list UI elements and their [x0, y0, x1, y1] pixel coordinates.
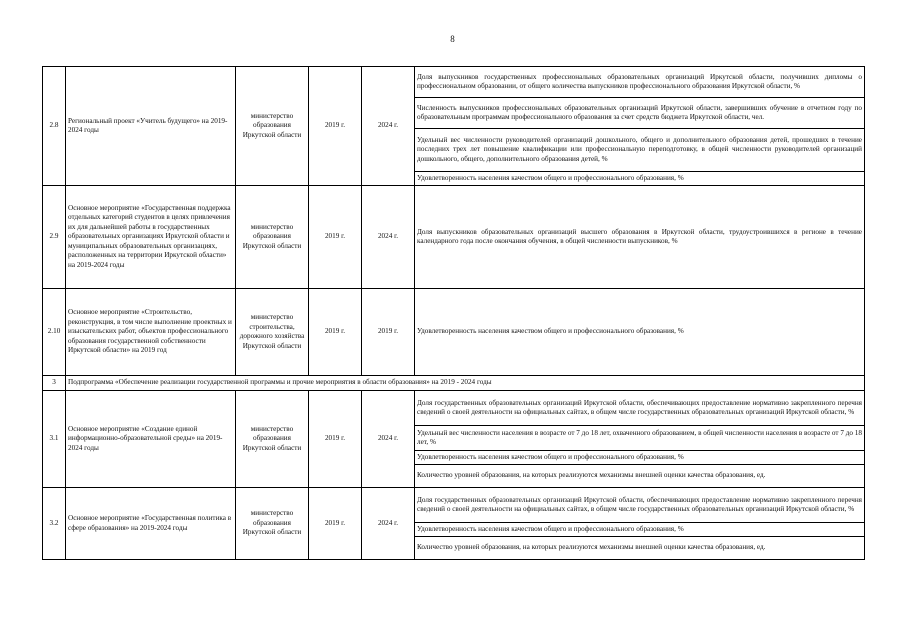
end-year: 2024 г.	[362, 67, 415, 186]
table-row	[43, 67, 865, 98]
indicator-cell: Удельный вес численности руководителей организаций дошкольного, общего и дополнительного образования детей, прошедших в течение последних трех лет повышение квалификации или профессиональную переподготовку, в общей численности руководителей организаций дошкольного, общего, дополнительного образования детей, %	[415, 129, 865, 172]
indicator-cell: Удовлетворенность населения качеством общего и профессионального образования, %	[415, 172, 865, 186]
row-number: 2.10	[43, 289, 66, 376]
indicator-cell: Численность выпускников профессиональных образовательных организаций Иркутской области, завершивших обучение в отчетном году по образовательным программам профессионального образования за счет средств бюджета Иркутской области, чел.	[415, 98, 865, 129]
indicator-cell: Доля выпускников образовательных организаций высшего образования в Иркутской области, трудоустроившихся в регионе в течение календарного года после окончания обучения, в общей численности выпускников, %	[415, 186, 865, 289]
end-year: 2024 г.	[362, 488, 415, 560]
indicator-cell: Удовлетворенность населения качеством общего и профессионального образования, %	[415, 289, 865, 376]
end-year: 2019 г.	[362, 289, 415, 376]
end-year: 2024 г.	[362, 391, 415, 488]
start-year: 2019 г.	[309, 186, 362, 289]
end-year: 2024 г.	[362, 186, 415, 289]
table-row	[43, 186, 865, 289]
responsible-executor: министерство образования Иркутской области	[236, 67, 309, 186]
indicator-cell: Удовлетворенность населения качеством общего и профессионального образования, %	[415, 451, 865, 465]
indicator-cell: Удельный вес численности населения в возрасте от 7 до 18 лет, охваченного образованием, в общей численности населения в возрасте от 7 до 18 лет, %	[415, 426, 865, 451]
start-year: 2019 г.	[309, 488, 362, 560]
indicator-cell: Количество уровней образования, на которых реализуются механизмы внешней оценки качества образования, ед.	[415, 465, 865, 488]
measure-name: Основное мероприятие «Государственная политика в сфере образования» на 2019-2024 годы	[66, 488, 236, 560]
subprogram-row	[43, 376, 865, 391]
subprogram-title: Подпрограмма «Обеспечение реализации государственной программы и прочие мероприятия в области образования» на 2019 - 2024 годы	[66, 376, 865, 391]
measure-name: Основное мероприятие «Создание единой информационно-образовательной среды» на 2019-2024 годы	[66, 391, 236, 488]
start-year: 2019 г.	[309, 391, 362, 488]
responsible-executor: министерство образования Иркутской области	[236, 391, 309, 488]
indicator-cell: Удовлетворенность населения качеством общего и профессионального образования, %	[415, 523, 865, 537]
indicator-cell: Количество уровней образования, на которых реализуются механизмы внешней оценки качества образования, ед.	[415, 537, 865, 560]
measure-name: Основное мероприятие «Государственная поддержка отдельных категорий студентов в целях привлечения их для дальнейшей работы в государственных образовательных организациях Иркутской области и муниципальных образовательных организациях, расположенных на территории Иркутской области» на 2019-2024 годы	[66, 186, 236, 289]
table-row	[43, 391, 865, 426]
row-number: 3	[43, 376, 66, 391]
start-year: 2019 г.	[309, 289, 362, 376]
row-number: 2.9	[43, 186, 66, 289]
program-table-body	[43, 67, 865, 560]
indicator-cell: Доля выпускников государственных профессиональных образовательных организаций Иркутской области, получивших дипломы о профессиональном образовании, от общего количества выпускников профессионального образования Иркутской области, %	[415, 67, 865, 98]
table-row	[43, 488, 865, 523]
indicator-cell: Доля государственных образовательных организаций Иркутской области, обеспечивающих предоставление нормативно закрепленного перечня сведений о своей деятельности на официальных сайтах, в общем числе государственных образовательных организаций Иркутской области, %	[415, 391, 865, 426]
responsible-executor: министерство строительства, дорожного хозяйства Иркутской области	[236, 289, 309, 376]
responsible-executor: министерство образования Иркутской области	[236, 488, 309, 560]
start-year: 2019 г.	[309, 67, 362, 186]
row-number: 3.2	[43, 488, 66, 560]
responsible-executor: министерство образования Иркутской области	[236, 186, 309, 289]
row-number: 3.1	[43, 391, 66, 488]
table-row	[43, 289, 865, 376]
page-number: 8	[450, 34, 455, 44]
measure-name: Региональный проект «Учитель будущего» на 2019-2024 годы	[66, 67, 236, 186]
measure-name: Основное мероприятие «Строительство, реконструкция, в том числе выполнение проектных и изыскательских работ, объектов профессионального образования государственной собственности Иркутской области» на 2019 год	[66, 289, 236, 376]
program-table	[42, 66, 865, 560]
row-number: 2.8	[43, 67, 66, 186]
indicator-cell: Доля государственных образовательных организаций Иркутской области, обеспечивающих предоставление нормативно закрепленного перечня сведений о своей деятельности на официальных сайтах, в общем числе государственных образовательных организаций Иркутской области, %	[415, 488, 865, 523]
